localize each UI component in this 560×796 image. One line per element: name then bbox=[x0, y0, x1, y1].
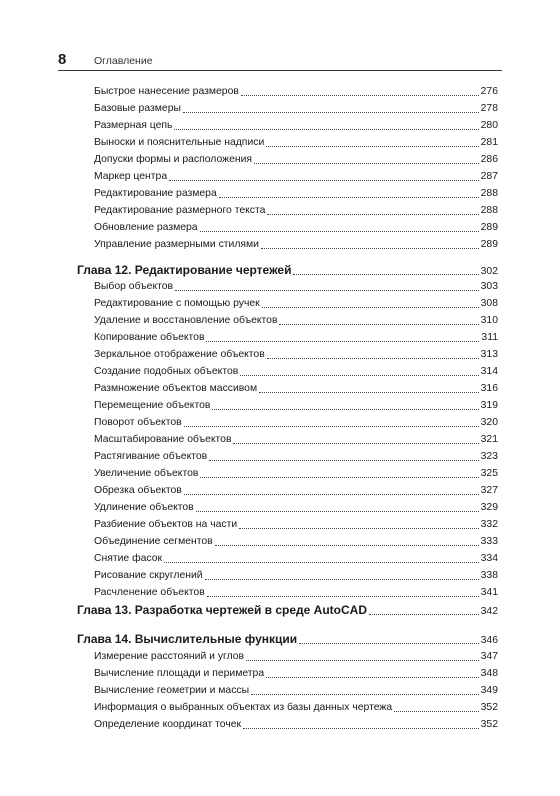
dot-leader bbox=[243, 727, 479, 729]
dot-leader bbox=[254, 162, 479, 164]
toc-entry-row bbox=[94, 85, 498, 99]
toc-title: Объединение сегментов bbox=[94, 536, 213, 547]
dot-leader bbox=[215, 544, 479, 546]
toc-title: Глава 13. Разработка чертежей в среде AutoCAD bbox=[77, 603, 367, 617]
toc-title: Выноски и пояснительные надписи bbox=[94, 137, 265, 148]
toc-page-number: 286 bbox=[480, 154, 498, 165]
toc-page-number: 310 bbox=[480, 315, 498, 326]
toc-entry-row bbox=[94, 650, 498, 664]
toc-title: Рисование скруглений bbox=[94, 570, 203, 581]
dot-leader bbox=[164, 561, 479, 563]
toc-title: Перемещение объектов bbox=[94, 400, 211, 411]
dot-leader bbox=[174, 128, 478, 130]
dot-leader bbox=[183, 111, 479, 113]
toc-entry-row bbox=[94, 204, 498, 218]
toc-page-number: 321 bbox=[480, 434, 498, 445]
toc-entry-row bbox=[94, 280, 498, 294]
toc-title: Вычисление площади и периметра bbox=[94, 668, 265, 679]
toc-entry-row bbox=[94, 484, 498, 498]
toc-page-number: 319 bbox=[480, 400, 498, 411]
dot-leader bbox=[175, 289, 479, 291]
toc-entry-row bbox=[94, 684, 498, 698]
toc-entry-row bbox=[94, 433, 498, 447]
toc-chapter-row bbox=[77, 631, 498, 647]
toc-title: Допуски формы и расположения bbox=[94, 154, 253, 165]
dot-leader bbox=[251, 693, 479, 695]
toc-page-number: 320 bbox=[480, 417, 498, 428]
toc-title: Расчленение объектов bbox=[94, 587, 205, 598]
toc-entry-row bbox=[94, 501, 498, 515]
dot-leader bbox=[266, 145, 478, 147]
toc-page-number: 323 bbox=[480, 451, 498, 462]
toc-title: Обрезка объектов bbox=[94, 485, 182, 496]
dot-leader bbox=[241, 94, 479, 96]
toc-entry-row bbox=[94, 667, 498, 681]
dot-leader bbox=[206, 340, 479, 342]
toc-page-number: 287 bbox=[480, 171, 498, 182]
toc-page-number: 276 bbox=[480, 86, 498, 97]
toc-chapter-row bbox=[77, 602, 498, 618]
toc-entry-row bbox=[94, 718, 498, 732]
toc-entry-row bbox=[94, 586, 498, 600]
dot-leader bbox=[293, 273, 478, 275]
toc-entry-row bbox=[94, 297, 498, 311]
toc-page-number: 289 bbox=[480, 222, 498, 233]
toc-page-number: 349 bbox=[480, 685, 498, 696]
dot-leader bbox=[207, 595, 479, 597]
toc-page-number: 302 bbox=[480, 266, 498, 277]
toc-entry-row bbox=[94, 365, 498, 379]
toc-title: Вычисление геометрии и массы bbox=[94, 685, 250, 696]
toc-page-number: 342 bbox=[480, 606, 498, 617]
toc-title: Глава 12. Редактирование чертежей bbox=[77, 263, 292, 277]
toc-page-number: 288 bbox=[480, 188, 498, 199]
toc-entry-row bbox=[94, 170, 498, 184]
dot-leader bbox=[299, 642, 479, 644]
dot-leader bbox=[209, 459, 478, 461]
dot-leader bbox=[279, 323, 478, 325]
toc-page-number: 329 bbox=[480, 502, 498, 513]
toc-page-number: 341 bbox=[480, 587, 498, 598]
dot-leader bbox=[205, 578, 479, 580]
toc-page-number: 281 bbox=[480, 137, 498, 148]
toc-entry-row bbox=[94, 187, 498, 201]
toc-entry-row bbox=[94, 399, 498, 413]
toc-title: Редактирование размерного текста bbox=[94, 205, 266, 216]
toc-page-number: 278 bbox=[480, 103, 498, 114]
toc-page-number: 352 bbox=[480, 702, 498, 713]
dot-leader bbox=[200, 230, 479, 232]
dot-leader bbox=[262, 306, 479, 308]
running-title: Оглавление bbox=[94, 55, 153, 67]
toc-entry-row bbox=[94, 450, 498, 464]
toc-page-number: 333 bbox=[480, 536, 498, 547]
toc-title: Обновление размера bbox=[94, 222, 198, 233]
toc-page-number: 352 bbox=[480, 719, 498, 730]
toc-title: Увеличение объектов bbox=[94, 468, 199, 479]
toc-title: Растягивание объектов bbox=[94, 451, 208, 462]
toc-title: Поворот объектов bbox=[94, 417, 182, 428]
toc-page-number: 311 bbox=[481, 332, 498, 343]
toc-title: Размерная цепь bbox=[94, 120, 173, 131]
toc-title: Размножение объектов массивом bbox=[94, 383, 258, 394]
dot-leader bbox=[266, 676, 479, 678]
dot-leader bbox=[169, 179, 479, 181]
dot-leader bbox=[200, 476, 478, 478]
toc-page-number: 289 bbox=[480, 239, 498, 250]
toc-entry-row bbox=[94, 314, 498, 328]
toc-page-number: 348 bbox=[480, 668, 498, 679]
page-header bbox=[58, 51, 502, 71]
dot-leader bbox=[259, 391, 479, 393]
toc-title: Масштабирование объектов bbox=[94, 434, 232, 445]
dot-leader bbox=[261, 247, 479, 249]
toc-title: Маркер центра bbox=[94, 171, 168, 182]
toc-entry-row bbox=[94, 136, 498, 150]
toc-entry-row bbox=[94, 102, 498, 116]
toc-title: Снятие фасок bbox=[94, 553, 163, 564]
toc-page-number: 313 bbox=[480, 349, 498, 360]
dot-leader bbox=[184, 425, 479, 427]
toc-entry-row bbox=[94, 416, 498, 430]
toc-title: Определение координат точек bbox=[94, 719, 242, 730]
toc-entry-row bbox=[94, 552, 498, 566]
toc-title: Базовые размеры bbox=[94, 103, 181, 114]
page-number: 8 bbox=[58, 51, 67, 68]
toc-entry-row bbox=[94, 331, 498, 345]
toc-title: Измерение расстояний и углов bbox=[94, 651, 245, 662]
toc-chapter-row bbox=[77, 262, 498, 278]
toc-page-number: 303 bbox=[480, 281, 498, 292]
toc-entry-row bbox=[94, 535, 498, 549]
toc-page-number: 334 bbox=[480, 553, 498, 564]
toc-page-number: 338 bbox=[480, 570, 498, 581]
toc-page-number: 346 bbox=[480, 635, 498, 646]
dot-leader bbox=[219, 196, 479, 198]
toc-title: Зеркальное отображение объектов bbox=[94, 349, 265, 360]
toc-entry-row bbox=[94, 467, 498, 481]
toc-page-number: 288 bbox=[480, 205, 498, 216]
toc-entry-row bbox=[94, 518, 498, 532]
toc-page-number: 327 bbox=[480, 485, 498, 496]
toc-entry-row bbox=[94, 569, 498, 583]
toc-title: Быстрое нанесение размеров bbox=[94, 86, 239, 97]
toc-title: Копирование объектов bbox=[94, 332, 205, 343]
dot-leader bbox=[239, 527, 479, 529]
toc-entry-row bbox=[94, 238, 498, 252]
toc-entry-row bbox=[94, 382, 498, 396]
toc-page-number: 347 bbox=[480, 651, 498, 662]
dot-leader bbox=[184, 493, 479, 495]
dot-leader bbox=[240, 374, 478, 376]
toc-entry-row bbox=[94, 348, 498, 362]
toc-title: Разбиение объектов на части bbox=[94, 519, 238, 530]
dot-leader bbox=[369, 613, 479, 615]
toc-entry-row bbox=[94, 221, 498, 235]
dot-leader bbox=[267, 357, 479, 359]
toc-title: Информация о выбранных объектах из базы данных чертежа bbox=[94, 702, 393, 713]
toc-entry-row bbox=[94, 153, 498, 167]
dot-leader bbox=[394, 710, 479, 712]
toc-page-number: 308 bbox=[480, 298, 498, 309]
dot-leader bbox=[212, 408, 478, 410]
toc-entry-row bbox=[94, 701, 498, 715]
toc-title: Удаление и восстановление объектов bbox=[94, 315, 278, 326]
toc-page-number: 332 bbox=[480, 519, 498, 530]
dot-leader bbox=[233, 442, 478, 444]
toc-title: Удлинение объектов bbox=[94, 502, 194, 513]
toc-title: Создание подобных объектов bbox=[94, 366, 239, 377]
toc-title: Редактирование с помощью ручек bbox=[94, 298, 260, 309]
dot-leader bbox=[196, 510, 479, 512]
toc-page-number: 314 bbox=[480, 366, 498, 377]
toc-page-number: 280 bbox=[480, 120, 498, 131]
toc-title: Глава 14. Вычислительные функции bbox=[77, 632, 298, 646]
toc-title: Редактирование размера bbox=[94, 188, 217, 199]
toc-page-number: 325 bbox=[480, 468, 498, 479]
dot-leader bbox=[267, 213, 478, 215]
toc-entry-row bbox=[94, 119, 498, 133]
toc-page-number: 316 bbox=[480, 383, 498, 394]
toc-title: Управление размерными стилями bbox=[94, 239, 259, 250]
dot-leader bbox=[246, 659, 479, 661]
toc-title: Выбор объектов bbox=[94, 281, 174, 292]
